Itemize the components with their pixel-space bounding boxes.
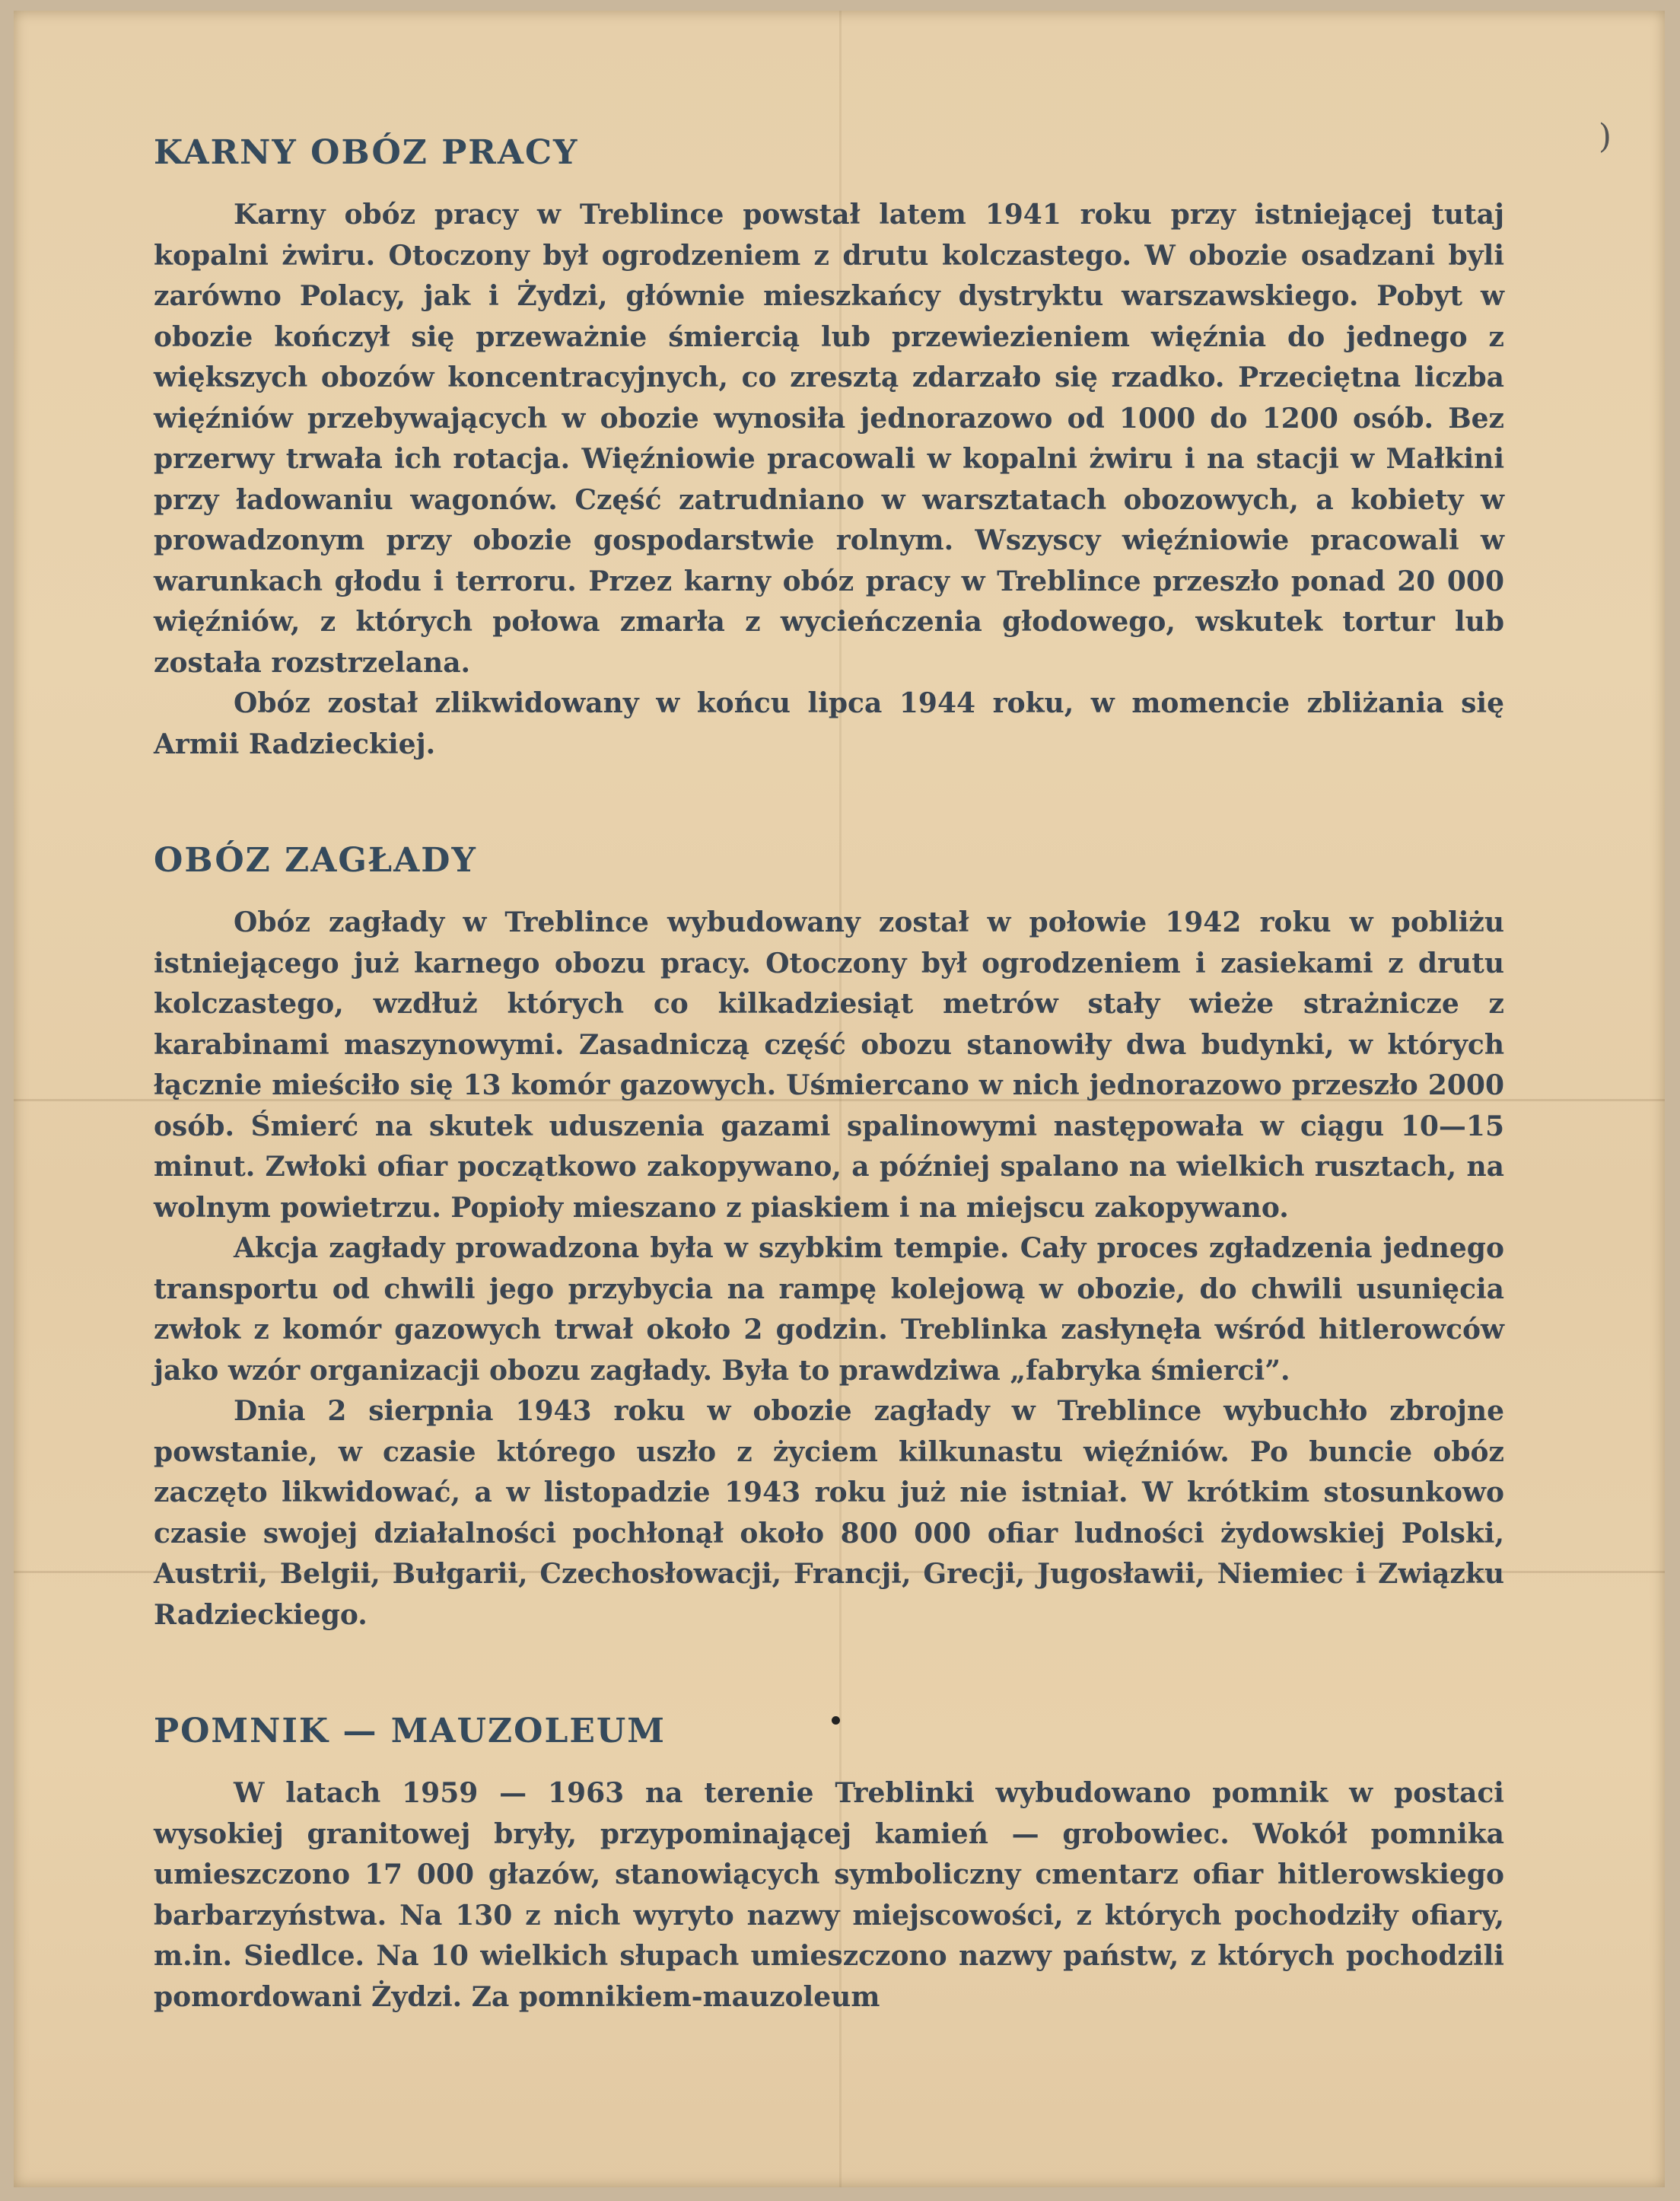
section-title: POMNIK — MAUZOLEUM [154,1712,667,1750]
paragraph: Obóz został zlikwidowany w końcu lipca 1944 roku, w momencie zbliżania się Armii Radzieckiej. [154,687,1504,760]
paragraph: Obóz zagłady w Treblince wybudowany został w połowie 1942 roku w pobliżu istniejącego już karnego obozu pracy. Otoczony był ogrodzeniem i zasiekami z drutu kolczastego, wzdłuż których co kilkadziesiąt metrów stały wieże strażnicze z karabinami maszynowymi. Zasadniczą część obozu stanowiły dwa budynki, w których łącznie mieściło się 13 komór gazowych. Uśmiercano w nich jednorazowo przeszło 2000 osób. Śmierć na skutek uduszenia gazami spalinowymi następowała w ciągu 10—15 minut. Zwłoki ofiar początkowo zakopywano, a później spalano na wielkich rusztach, na wolnym powietrzu. Popioły mieszano z piaskiem i na miejscu zakopywano. [154,906,1504,1224]
section-title: OBÓZ ZAGŁADY [154,841,477,880]
margin-mark: ) [1598,117,1612,156]
document-content [154,133,1504,2094]
paragraph: W latach 1959 — 1963 na terenie Treblinki wybudowano pomnik w postaci wysokiej granitowej bryły, przypominającej kamień — grobowiec. Wokół pomnika umieszczono 17 000 głazów, stanowiących symboliczny cmentarz ofiar hitlerowskiego barbarzyństwa. Na 130 z nich wyryto nazwy miejscowości, z których pochodziły ofiary, m.in. Siedlce. Na 10 wielkich słupach umieszczono nazwy państw, z których pochodzili pomordowani Żydzi. Za pomnikiem-mauzoleum [154,1777,1504,2013]
paragraph: Dnia 2 sierpnia 1943 roku w obozie zagłady w Treblince wybuchło zbrojne powstanie, w czasie którego uszło z życiem kilkunastu więźniów. Po buncie obóz zaczęto likwidować, a w listopadzie 1943 roku już nie istniał. W krótkim stosunkowo czasie swojej działalności pochłonął około 800 000 ofiar ludności żydowskiej Polski, Austrii, Belgii, Bułgarii, Czechosłowacji, Francji, Grecji, Jugosławii, Niemiec i Związku Radzieckiego. [154,1395,1504,1631]
section-pomnik-mauzoleum [154,1712,1504,2018]
ink-dot [832,1716,840,1725]
paragraph: Karny obóz pracy w Treblince powstał latem 1941 roku przy istniejącej tutaj kopalni żwiru. Otoczony był ogrodzeniem z drutu kolczastego. W obozie osadzani byli zarówno Polacy, jak i Żydzi, głównie mieszkańcy dystryktu warszawskiego. Pobyt w obozie kończył się przeważnie śmiercią lub przewiezieniem więźnia do jednego z większych obozów koncentracyjnych, co zresztą zdarzało się rzadko. Przeciętna liczba więźniów przebywających w obozie wynosiła jednorazowo od 1000 do 1200 osób. Bez przerwy trwała ich rotacja. Więźniowie pracowali w kopalni żwiru i na stacji w Małkini przy ładowaniu wagonów. Część zatrudniano w warsztatach obozowych, a kobiety w prowadzonym przy obozie gospodarstwie rolnym. Wszyscy więźniowie pracowali w warunkach głodu i terroru. Przez karny obóz pracy w Treblince przeszło ponad 20 000 więźniów, z których połowa zmarła z wycieńczenia głodowego, wskutek tortur lub została rozstrzelana. [154,199,1504,679]
section-oboz-zaglady [154,841,1504,1636]
section-karny-oboz [154,133,1504,765]
paragraph: Akcja zagłady prowadzona była w szybkim tempie. Cały proces zgładzenia jednego transportu od chwili jego przybycia na rampę kolejową w obozie, do chwili usunięcia zwłok z komór gazowych trwał około 2 godzin. Treblinka zasłynęła wśród hitlerowców jako wzór organizacji obozu zagłady. Była to prawdziwa „fabryka śmierci”. [154,1232,1504,1387]
section-title: KARNY OBÓZ PRACY [154,133,579,172]
